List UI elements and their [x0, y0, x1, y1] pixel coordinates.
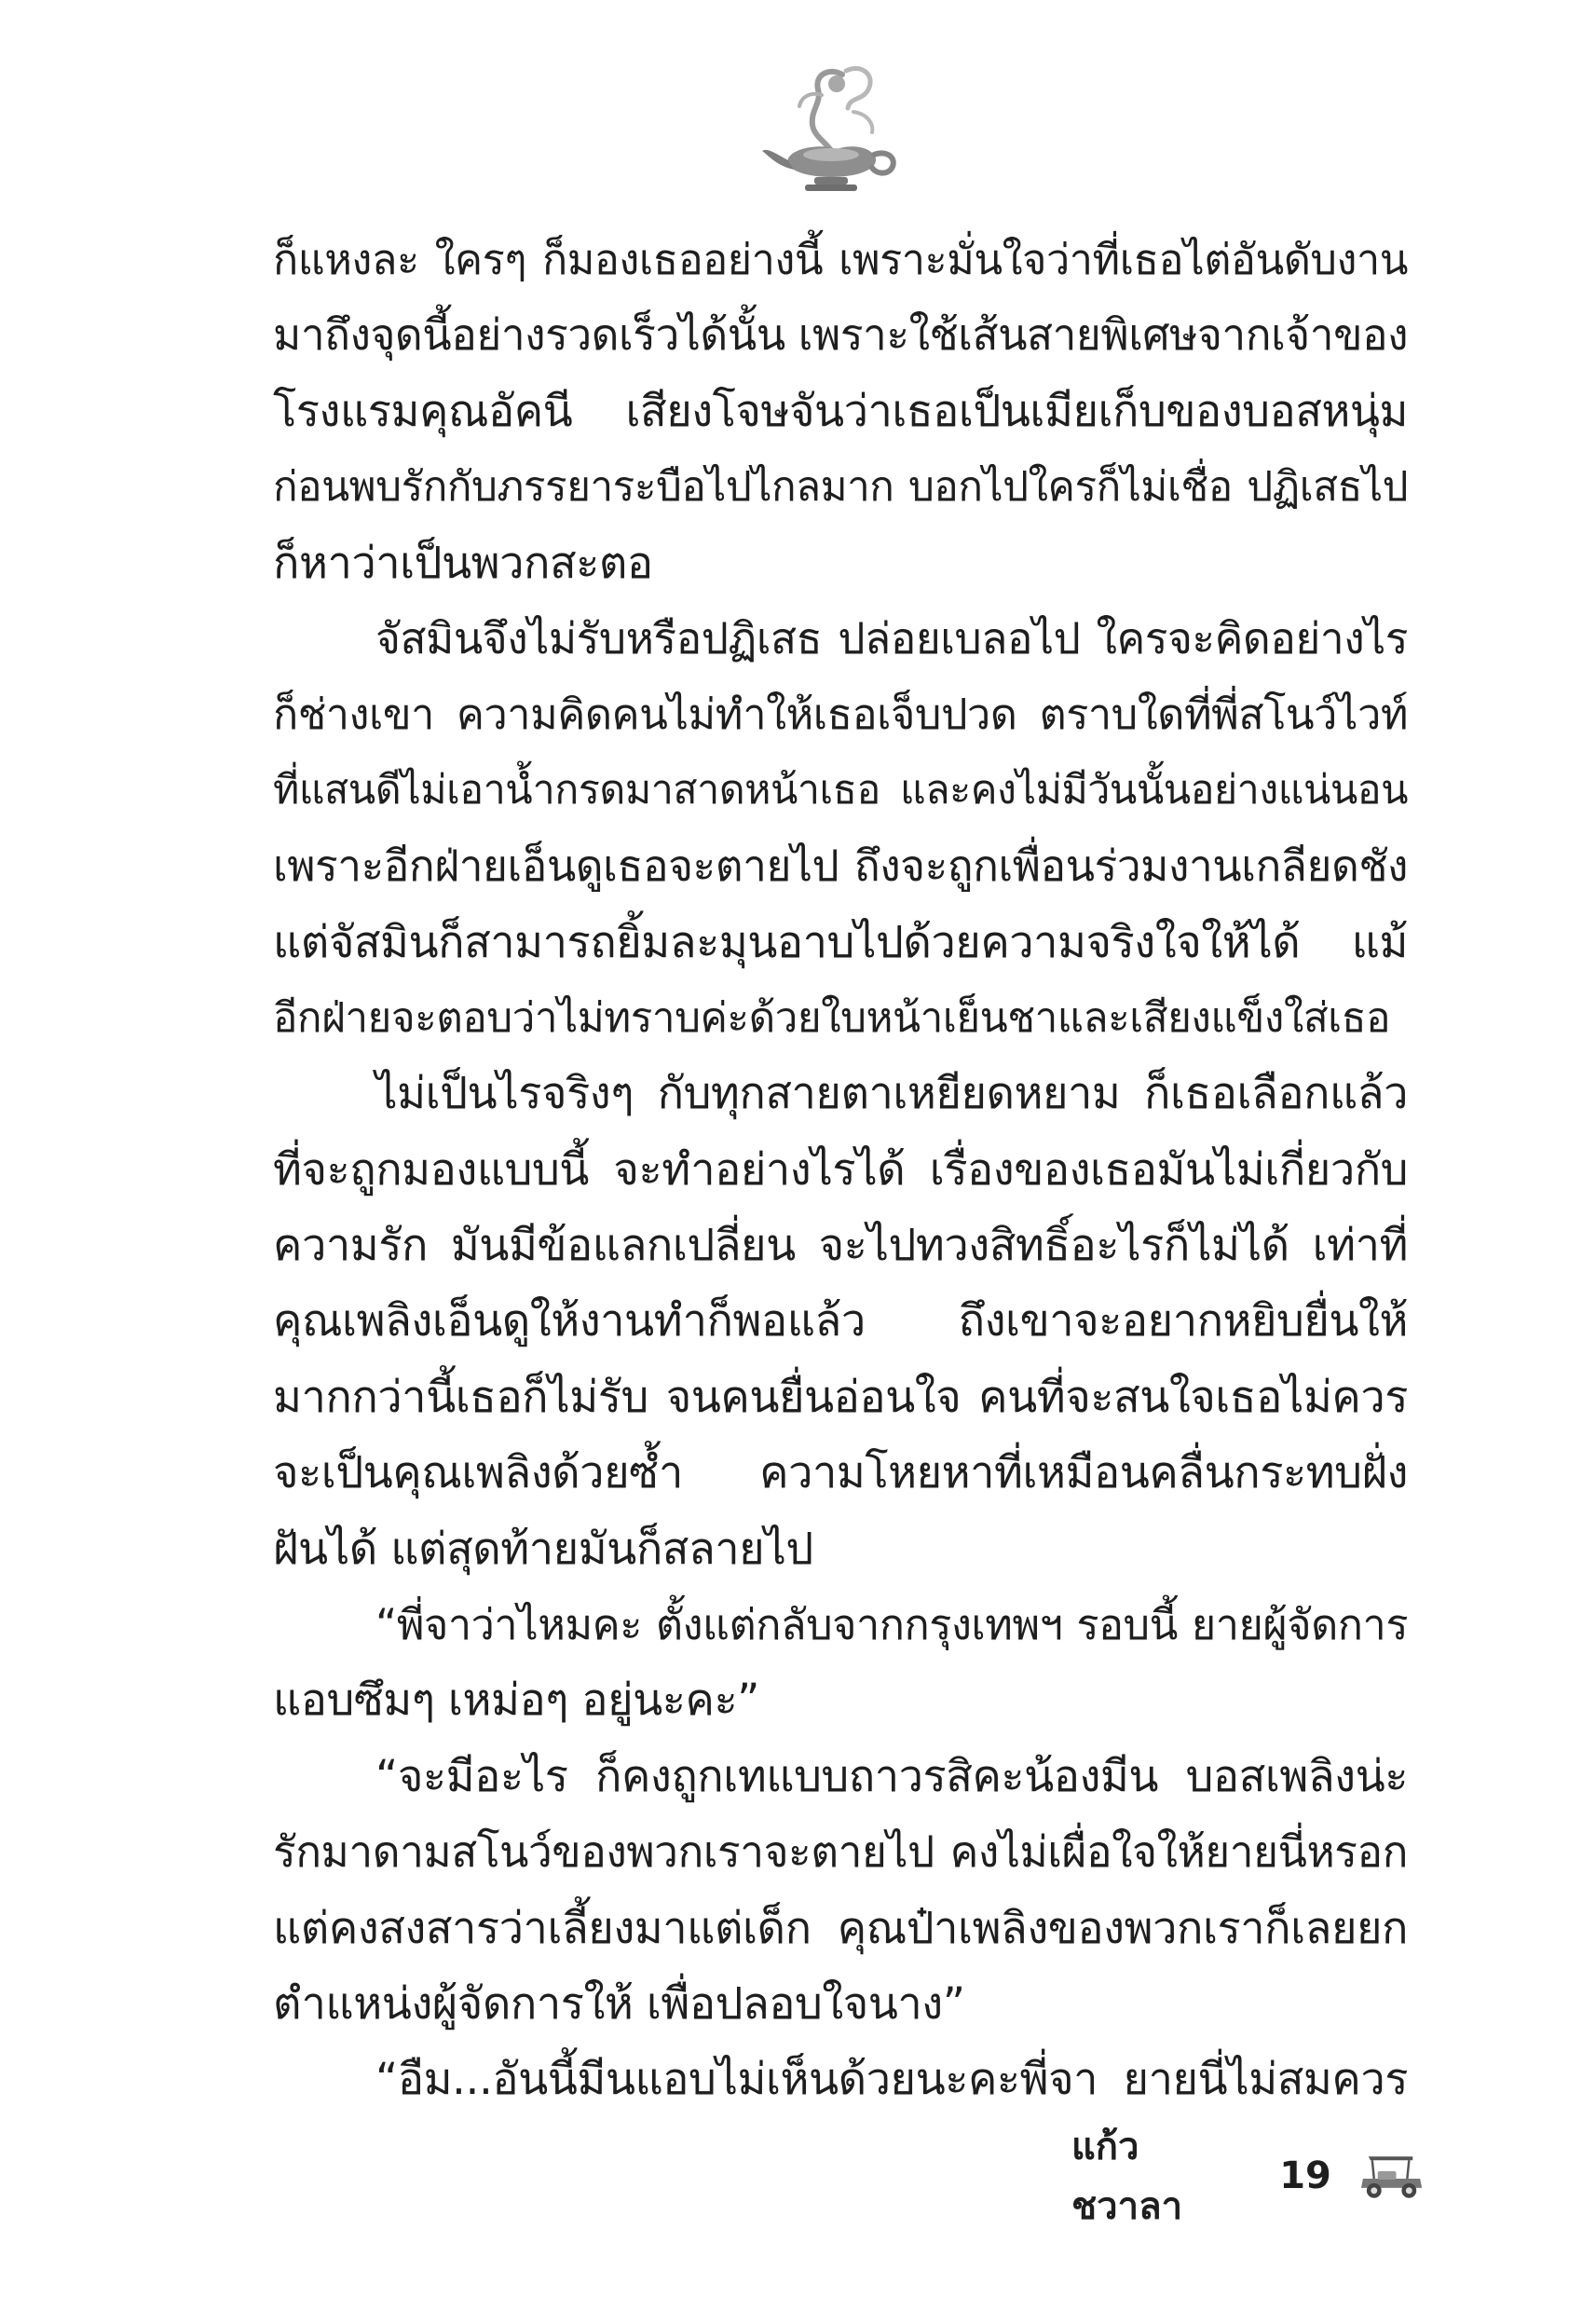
golf-cart-icon [1357, 2151, 1425, 2201]
text-line: เพราะอีกฝ่ายเอ็นดูเธอจะตายไป ถึงจะถูกเพื่อนร่วมงานเกลียดชัง [273, 841, 1408, 892]
page-footer [1071, 2126, 1425, 2228]
text-line: ก็หาว่าเป็นพวกสะตอ [273, 537, 653, 589]
text-line: คุณเพลิงเอ็นดูให้งานทำก็พอแล้ว ถึงเขาจะอยากหยิบยื่นให้ [273, 1295, 1408, 1347]
text-line: ก็ช่างเขา ความคิดคนไม่ทำให้เธอเจ็บปวด ตราบใดที่พี่สโนว์ไวท์ [273, 690, 1408, 740]
text-line: ตำแหน่งผู้จัดการให้ เพื่อปลอบใจนาง” [273, 1977, 965, 2030]
text-line: จัสมินจึงไม่รับหรือปฏิเสธ ปล่อยเบลอไป ใครจะคิดอย่างไร [375, 612, 1408, 663]
text-line: ที่แสนดีไม่เอาน้ำกรดมาสาดหน้าเธอ และคงไม่มีวันนั้นอย่างแน่นอน [273, 766, 1408, 814]
genie-lamp-icon [757, 58, 906, 198]
text-line: ฝันได้ แต่สุดท้ายมันก็สลายไป [273, 1523, 813, 1575]
page-number: 19 [1279, 2154, 1331, 2197]
text-line: แอบซึมๆ เหม่อๆ อยู่นะคะ” [273, 1675, 760, 1727]
text-line: อีกฝ่ายจะตอบว่าไม่ทราบค่ะด้วยใบหน้าเย็นชาและเสียงแข็งใส่เธอ [273, 993, 1390, 1042]
text-line: แต่คงสงสารว่าเลี้ยงมาแต่เด็ก คุณป๋าเพลิงของพวกเราก็เลยยก [273, 1902, 1408, 1954]
book-title: แก้วชวาลา [1071, 2126, 1183, 2228]
text-line: จะเป็นคุณเพลิงด้วยซ้ำ ความโหยหาที่เหมือนคลื่นกระทบฝั่ง [273, 1447, 1408, 1499]
text-line: ก็แหงละ ใครๆ ก็มองเธออย่างนี้ เพราะมั่นใจว่าที่เธอไต่อันดับงาน [273, 235, 1408, 284]
text-line: โรงแรมคุณอัคนี เสียงโจษจันว่าเธอเป็นเมียเก็บของบอสหนุ่ม [273, 385, 1408, 437]
text-line: ไม่เป็นไรจริงๆ กับทุกสายตาเหยียดหยาม ก็เธอเลือกแล้ว [375, 1068, 1408, 1120]
text-line: แต่จัสมินก็สามารถยิ้มละมุนอาบไปด้วยความจริงใจให้ได้ แม้ [273, 916, 1408, 968]
text-line: รักมาดามสโนว์ของพวกเราจะตายไป คงไม่เผื่อใจให้ยายนี่หรอก [273, 1826, 1408, 1878]
text-line: มากกว่านี้เธอก็ไม่รับ จนคนยื่นอ่อนใจ คนที่จะสนใจเธอไม่ควร [273, 1371, 1408, 1423]
text-line: มาถึงจุดนี้อย่างรวดเร็วได้นั้น เพราะใช้เส้นสายพิเศษจากเจ้าของ [273, 309, 1408, 361]
text-line: “พี่จาว่าไหมคะ ตั้งแต่กลับจากกรุงเทพฯ รอบนี้ ยายผู้จัดการ [375, 1600, 1408, 1650]
text-line: ที่จะถูกมองแบบนี้ จะทำอย่างไรได้ เรื่องของเธอมันไม่เกี่ยวกับ [273, 1143, 1408, 1196]
text-line: ความรัก มันมีข้อแลกเปลี่ยน จะไปทวงสิทธิ์อะไรก็ไม่ได้ เท่าที่ [273, 1220, 1408, 1272]
body-text [273, 222, 1408, 2118]
text-line: ก่อนพบรักกับภรรยาระบือไปไกลมาก บอกไปใครก็ไม่เชื่อ ปฏิเสธไป [273, 463, 1408, 512]
text-line: “อืม...อันนี้มีนแอบไม่เห็นด้วยนะคะพี่จา ยายนี่ไม่สมควร [375, 2054, 1408, 2106]
text-line: “จะมีอะไร ก็คงถูกเทแบบถาวรสิคะน้องมีน บอสเพลิงน่ะ [375, 1750, 1408, 1802]
